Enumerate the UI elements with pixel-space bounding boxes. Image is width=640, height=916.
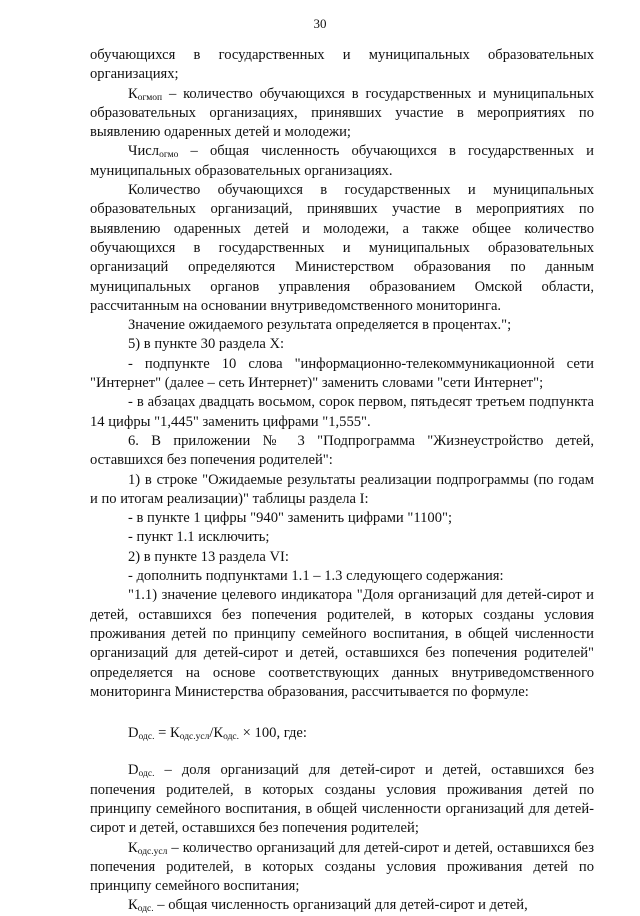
variable-symbol: D [128, 762, 139, 779]
variable-subscript: огмоп [137, 92, 163, 103]
variable-subscript: одс. [137, 904, 154, 915]
variable-symbol: К [128, 839, 138, 856]
document-body [90, 46, 594, 916]
definition-text: – количество организаций для детей-сирот и детей, оставшихся без попечения родителей, в которых созданы условия проживания детей по принципу семейного воспитания; [90, 839, 594, 895]
paragraph: "1.1) значение целевого индикатора "Доля организаций для детей-сирот и детей, оставшихся без попечения родителей, в которых созданы условия проживания детей по принципу семейного воспитания, в общей численности организаций для детей-сирот и детей, оставшихся без попечения родителей" определяется на основе соответствующих данных внутриведомственного мониторинга Министерства образования, рассчитывается по формуле: [90, 587, 594, 700]
definition-text: – общая численность обучающихся в государственных и муниципальных образовательных организациях. [90, 143, 594, 179]
definition-paragraph [90, 896, 594, 915]
variable-subscript: одс.усл [137, 846, 168, 857]
variable-symbol: К [128, 85, 138, 102]
variable-symbol: К [128, 897, 138, 914]
formula-symbol: К [213, 725, 224, 742]
paragraph: 1) в строке "Ожидаемые результаты реализации подпрограммы (по годам и по итогам реализации)" таблицы раздела I: [90, 471, 594, 507]
paragraph: - дополнить подпунктами 1.1 – 1.3 следующего содержания: [128, 568, 504, 585]
definition-paragraph [90, 839, 594, 897]
variable-symbol: Числ [128, 143, 160, 160]
paragraph: - в пункте 1 цифры "940" заменить цифрами "1100"; [128, 510, 453, 527]
formula-symbol: К [169, 725, 180, 742]
formula-symbol: D [128, 725, 139, 742]
formula-subscript: одс. [138, 732, 155, 743]
definition-text: – общая численность организаций для детей-сирот и детей, [153, 897, 528, 914]
formula-subscript: одс.усл [179, 732, 210, 743]
definition-text: – доля организаций для детей-сирот и детей, оставшихся без попечения родителей, в которых созданы условия проживания детей по принципу семейного воспитания, в общей численности организаций для детей-сирот и детей, оставшихся без попечения родителей; [90, 762, 594, 837]
formula-subscript: одс. [223, 732, 240, 743]
paragraph: - в абзацах двадцать восьмом, сорок первом, пятьдесят третьем подпункта 14 цифры "1,445" заменить цифрами "1,555". [90, 394, 594, 430]
paragraph: - подпункте 10 слова "информационно-телекоммуникационной сети "Интернет" (далее – сеть Интернет)" заменить словами "сети Интернет"; [90, 355, 594, 392]
paragraph: Значение ожидаемого результата определяется в процентах."; [128, 317, 512, 334]
definition-text: – количество обучающихся в государственных и муниципальных образовательных организациях, принявших участие в мероприятиях по выявлению одаренных детей и молодежи; [90, 85, 594, 141]
formula-operator: = [154, 725, 170, 742]
formula [90, 724, 594, 743]
page-number: 30 [313, 16, 327, 31]
formula-tail: × 100, где: [239, 725, 307, 742]
formula-operator: / [209, 725, 214, 742]
paragraph: обучающихся в государственных и муниципальных образовательных организациях; [90, 47, 594, 83]
definition-paragraph [90, 761, 594, 838]
paragraph: 2) в пункте 13 раздела VI: [128, 548, 289, 565]
paragraph: 5) в пункте 30 раздела X: [128, 336, 285, 353]
variable-subscript: огмо [159, 150, 179, 161]
paragraph: Количество обучающихся в государственных и муниципальных образовательных организаций, принявших участие в мероприятиях по выявлению одаренных детей и молодежи, а также общее количество обучающихся в государственных и муниципальных образовательных организаций определяются Министерством образования по данным муниципальных органов управления образованием Омской области, рассчитанным на основании внутриведомственного мониторинга. [90, 182, 594, 314]
variable-subscript: одс. [138, 769, 155, 780]
definition-paragraph [90, 85, 594, 143]
paragraph: 6. В приложении № 3 "Подпрограмма "Жизнеустройство детей, оставшихся без попечения родителей": [90, 432, 594, 469]
paragraph: - пункт 1.1 исключить; [128, 529, 270, 546]
definition-paragraph [90, 142, 594, 181]
